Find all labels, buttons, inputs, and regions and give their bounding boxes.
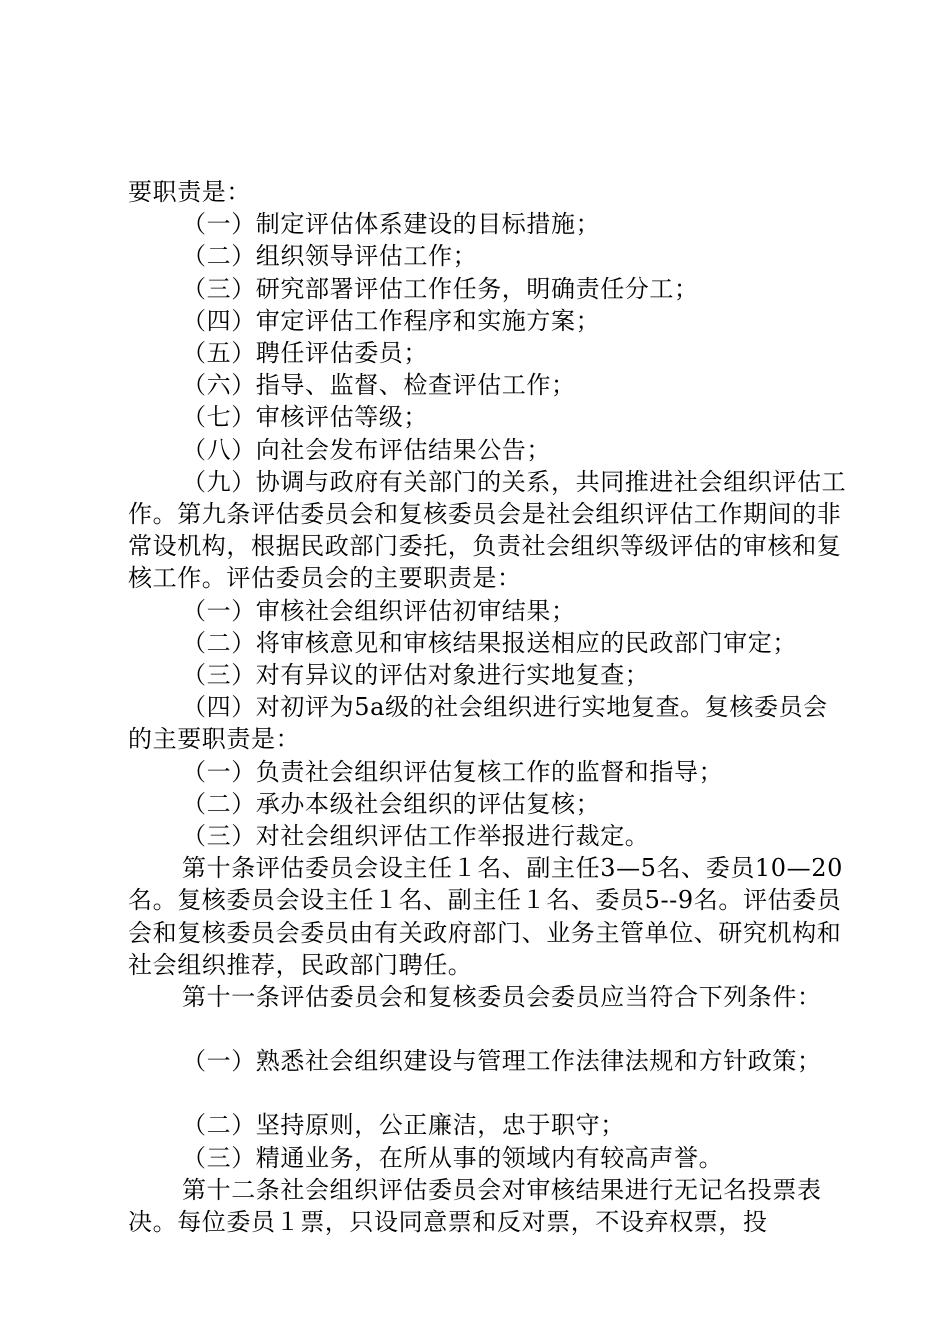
article-12: 第十二条社会组织评估委员会对审核结果进行无记名投票表决。每位委员１票，只设同意票和反对票，不设弃权票，投 bbox=[128, 1175, 822, 1237]
eval-duty-3: （三）对有异议的评估对象进行实地复查； bbox=[182, 661, 650, 690]
list-item-6: （六）指导、监督、检查评估工作； bbox=[182, 371, 576, 400]
condition-2: （二）坚持原则，公正廉洁，忠于职守； bbox=[182, 1111, 625, 1140]
list-item-8: （八）向社会发布评估结果公告； bbox=[182, 435, 551, 464]
article-11: 第十一条评估委员会和复核委员会委员应当符合下列条件： bbox=[182, 983, 822, 1012]
list-item-1: （一）制定评估体系建设的目标措施； bbox=[182, 210, 601, 239]
document-body bbox=[128, 176, 848, 1238]
review-duty-2: （二）承办本级社会组织的评估复核； bbox=[182, 789, 601, 818]
condition-1: （一）熟悉社会组织建设与管理工作法律法规和方针政策； bbox=[182, 1047, 822, 1076]
list-item-2: （二）组织领导评估工作； bbox=[182, 242, 478, 271]
eval-duty-1: （一）审核社会组织评估初审结果； bbox=[182, 596, 576, 625]
eval-duty-2: （二）将审核意见和审核结果报送相应的民政部门审定； bbox=[182, 628, 797, 657]
list-item-3: （三）研究部署评估工作任务，明确责任分工； bbox=[182, 274, 699, 303]
list-item-4: （四）审定评估工作程序和实施方案； bbox=[182, 306, 601, 335]
list-item-9-article-9: （九）协调与政府有关部门的关系，共同推进社会组织评估工作。第九条评估委员会和复核委员会是社会组织评估工作期间的非常设机构，根据民政部门委托，负责社会组织等级评估的审核和复核工作。评估委员会的主要职责是： bbox=[128, 467, 847, 593]
review-duty-3: （三）对社会组织评估工作举报进行裁定。 bbox=[182, 822, 650, 851]
eval-duty-4: （四）对初评为5a级的社会组织进行实地复查。复核委员会的主要职责是： bbox=[128, 693, 828, 754]
list-item-7: （七）审核评估等级； bbox=[182, 403, 428, 432]
list-item-5: （五）聘任评估委员； bbox=[182, 339, 428, 368]
paragraph-duties-intro: 要职责是： bbox=[128, 178, 251, 206]
condition-3: （三）精通业务，在所从事的领域内有较高声誉。 bbox=[182, 1143, 724, 1172]
review-duty-1: （一）负责社会组织评估复核工作的监督和指导； bbox=[182, 757, 724, 786]
article-10: 第十条评估委员会设主任１名、副主任3—5名、委员10—20名。复核委员会设主任１名、副主任１名、委员5--9名。评估委员会和复核委员会委员由有关政府部门、业务主管单位、研究机构和社会组织推荐，民政部门聘任。 bbox=[128, 854, 844, 979]
